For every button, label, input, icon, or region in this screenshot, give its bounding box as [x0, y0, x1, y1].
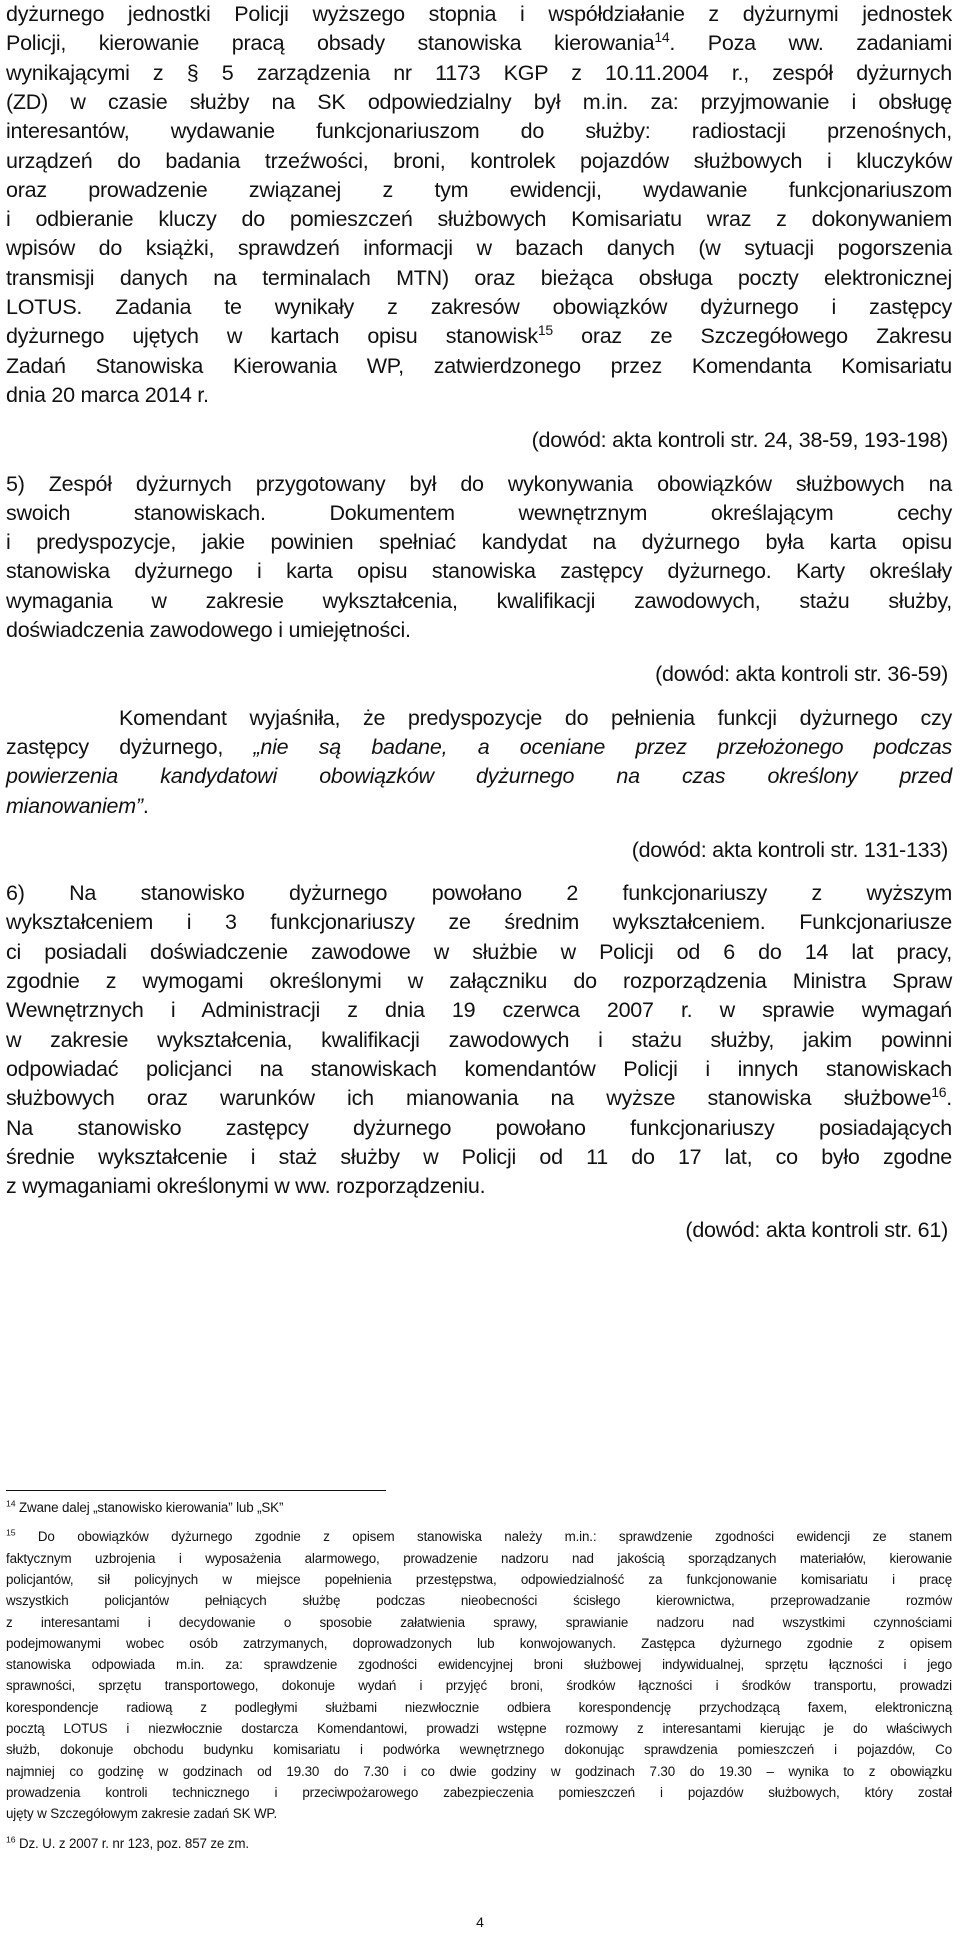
body-line: 5) Zespół dyżurnych przygotowany był do wykonywania obowiązków służbowych na [6, 471, 952, 496]
text-run: dyżurnego ujętych w kartach opisu stanowisk [6, 324, 538, 349]
body-line [6, 29, 952, 58]
text-run: . [142, 793, 149, 818]
body-line: (dowód: akta kontroli str. 24, 38-59, 193-198) [531, 428, 948, 453]
footnote-line [6, 1834, 952, 1854]
footnote-line: najmniej co godzinę w godzinach od 19.30 do 7.30 i co dwie godziny w godzinach 7.30 do 19.30 – wynika to z obowiązku [6, 1763, 952, 1779]
text-run: mianowaniem” [6, 793, 143, 818]
text-run: oraz ze Szczegółowego Zakresu [552, 324, 952, 349]
body-line [6, 1084, 952, 1113]
body-line: Wewnętrznych i Administracji z dnia 19 czerwca 2007 r. w sprawie wymagań [6, 998, 952, 1023]
text-run: . Poza ww. zadaniami [669, 31, 952, 56]
body-line: stanowiska dyżurnego i karta opisu stanowiska zastępcy dyżurnego. Karty określały [6, 559, 952, 584]
body-line [6, 733, 952, 762]
body-line: wpisów do książki, sprawdzeń informacji w bazach danych (w sytuacji pogorszenia [6, 236, 952, 261]
page-number: 4 [476, 1914, 484, 1930]
text-run: służbowych oraz warunków ich mianowania na wyższe stanowiska służbowe [6, 1086, 932, 1111]
footnote-line: pocztą LOTUS i niezwłocznie dostarcza Komendantowi, prowadzi wstępne rozmowy z interesantami kierując je do właściwych [6, 1721, 952, 1736]
body-line: (dowód: akta kontroli str. 61) [685, 1218, 948, 1243]
footnote-line: korespondencje radiową z podległymi służbami niezwłocznie odbiera korespondencję przychodzącą faxem, elektroniczną [6, 1699, 952, 1715]
body-line: i predyspozycje, jakie powinien spełniać kandydat na dyżurnego była karta opisu [6, 530, 952, 555]
body-line: wynikającymi z § 5 zarządzenia nr 1173 KGP z 10.11.2004 r., zespół dyżurnych [6, 60, 952, 85]
footnote-line: stanowiska odpowiada m.in. za: sprawdzenie zgodności ewidencyjnej broni służbowej indywidualnej, sprzętu łączności i jego [6, 1657, 952, 1673]
body-line: doświadczenia zawodowego i umiejętności. [6, 618, 411, 642]
text-run: . [946, 1086, 952, 1111]
body-line: interesantów, wydawanie funkcjonariuszom do służby: radiostacji przenośnych, [6, 119, 952, 144]
body-line: z wymaganiami określonymi w ww. rozporządzeniu. [6, 1174, 486, 1199]
body-line: 6) Na stanowisko dyżurnego powołano 2 funkcjonariuszy z wyższym [6, 881, 952, 906]
body-line: średnie wykształcenie i staż służby w Policji od 11 do 17 lat, co było zgodne [6, 1144, 952, 1169]
body-line: wymagania w zakresie wykształcenia, kwalifikacji zawodowych, stażu służby, [6, 588, 952, 613]
text-run: powierzenia kandydatowi obowiązków dyżurnego na czas określony przed [6, 764, 952, 789]
footnote-line: z interesantami i decydowanie o sposobie załatwienia sprawy, sprawianie nadzoru nad wszystkimi czynnościami [6, 1614, 952, 1630]
body-line: wykształceniem i 3 funkcjonariuszy ze średnim wykształceniem. Funkcjonariusze [6, 910, 952, 935]
body-line: dyżurnego jednostki Policji wyższego stopnia i współdziałanie z dyżurnymi jednostek [6, 2, 952, 26]
body-line: dnia 20 marca 2014 r. [6, 382, 209, 407]
footnote-line: ujęty w Szczegółowym zakresie zadań SK WP. [6, 1806, 278, 1822]
body-line: i odbieranie kluczy do pomieszczeń służbowych Komisariatu wraz z dokonywaniem [6, 207, 952, 232]
body-line: (dowód: akta kontroli str. 131-133) [631, 837, 948, 862]
body-line: urządzeń do badania trzeźwości, broni, kontrolek pojazdów służbowych i kluczyków [6, 148, 952, 173]
body-line: odpowiadać policjanci na stanowiskach komendantów Policji i innych stanowiskach [6, 1056, 952, 1081]
body-line: zgodnie z wymogami określonymi w załączniku do rozporządzenia Ministra Spraw [6, 969, 952, 993]
footnote-line: policjantów, sił policyjnych w miejsce popełnienia przestępstwa, odpowiedzialność za funkcjonowanie komisariatu i pracę [6, 1571, 952, 1587]
body-line [6, 322, 952, 351]
footnote-ref: 16 [6, 1834, 16, 1845]
text-run: Dz. U. z 2007 r. nr 123, poz. 857 ze zm. [15, 1835, 249, 1851]
text-run: „nie są badane, a oceniane przez przełożonego podczas [253, 734, 952, 759]
footnote-ref: 15 [6, 1527, 16, 1538]
body-line: oraz prowadzenie związanej z tym ewidencji, wydawanie funkcjonariuszom [6, 177, 952, 202]
body-line: (ZD) w czasie służby na SK odpowiedzialny był m.in. za: przyjmowanie i obsługę [6, 89, 952, 114]
footnote-line: faktycznym uzbrojenia i wyposażenia alarmowego, prowadzenie nadzoru nad jakością sporządzanych materiałów, kierowanie [6, 1550, 952, 1566]
body-line [6, 762, 952, 791]
text-run: Do obowiązków dyżurnego zgodnie z opisem stanowiska należy m.in.: sprawdzenie zgodności ewidencji ze stanem [15, 1529, 952, 1545]
body-line: Na stanowisko zastępcy dyżurnego powołano funkcjonariuszy posiadających [6, 1115, 952, 1140]
body-line: (dowód: akta kontroli str. 36-59) [655, 662, 948, 687]
body-line: Zadań Stanowiska Kierowania WP, zatwierdzonego przez Komendanta Komisariatu [6, 353, 952, 378]
body-line: LOTUS. Zadania te wynikały z zakresów obowiązków dyżurnego i zastępcy [6, 295, 952, 319]
footnote-ref: 14 [654, 29, 670, 46]
text-run: Zwane dalej „stanowisko kierowania” lub „SK” [15, 1500, 284, 1515]
footnote-ref: 15 [537, 322, 553, 339]
footnote-separator [6, 1490, 386, 1491]
footnote-line: wszystkich policjantów pełniących służbę podczas nieobecności ścisłego kierownictwa, przeprowadzanie rozmów [6, 1593, 952, 1609]
footnote-ref: 14 [6, 1498, 16, 1509]
footnote-line: służb, dokonuje obchodu budynku komisariatu i podwórka wewnętrznego dokonując sprawdzenia pomieszczeń i pojazdów, Co [6, 1742, 952, 1758]
body-line: transmisji danych na terminalach MTN) oraz bieżąca obsługa poczty elektronicznej [6, 265, 952, 290]
body-line: Komendant wyjaśniła, że predyspozycje do pełnienia funkcji dyżurnego czy [119, 705, 952, 730]
body-line [6, 792, 952, 821]
text-run: Policji, kierowanie pracą obsady stanowiska kierowania [6, 31, 655, 56]
footnote-line: podejmowanymi wobec osób zatrzymanych, doprowadzonych lub konwojowanych. Zastępca dyżurnego zgodnie z opisem [6, 1635, 952, 1651]
footnote-line [6, 1498, 952, 1518]
text-run: zastępcy dyżurnego, [6, 734, 254, 759]
footnote-ref: 16 [931, 1084, 947, 1101]
footnote-line [6, 1527, 952, 1547]
body-line: ci posiadali doświadczenie zawodowe w służbie w Policji od 6 do 14 lat pracy, [6, 939, 952, 964]
body-line: swoich stanowiskach. Dokumentem wewnętrznym określającym cechy [6, 500, 952, 525]
footnote-line: sprawności, sprzętu transportowego, dokonuje wydań i przyjęć broni, środków łączności i środków transportu, prowadzi [6, 1678, 952, 1694]
footnote-line: prowadzenia kontroli technicznego i przeciwpożarowego zabezpieczenia pomieszczeń i pojazdów służbowych, który został [6, 1784, 952, 1800]
body-line: w zakresie wykształcenia, kwalifikacji zawodowych i stażu służby, jakim powinni [6, 1027, 952, 1052]
